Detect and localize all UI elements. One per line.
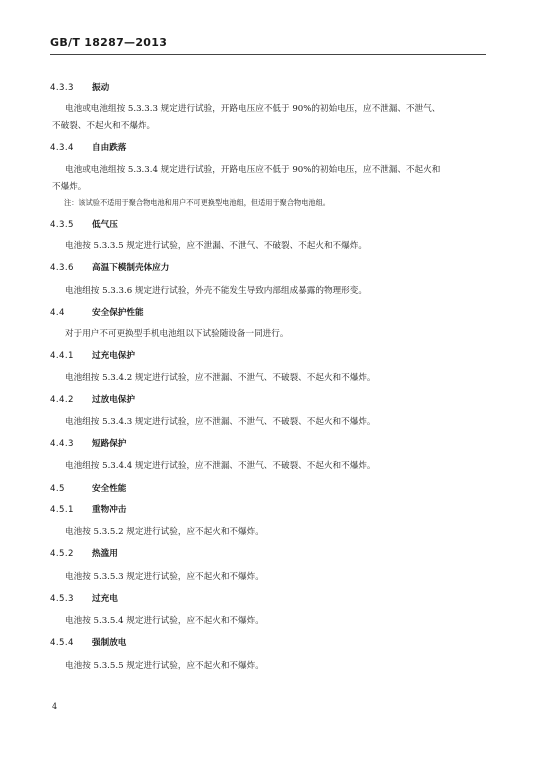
section-note: 注：该试验不适用于聚合物电池和用户不可更换型电池组，但适用于聚合物电池组。 [64, 198, 330, 207]
section-number: 4.5.3 [50, 594, 74, 604]
section-title: 热滥用 [92, 549, 118, 559]
paragraph-line: 电池或电池组按 5.3.3.3 规定进行试验，开路电压应不低于 90%的初始电压，应不泄漏、不泄气、 [65, 104, 441, 114]
section-number: 4.5.4 [50, 638, 74, 648]
section-title: 过充电 [92, 594, 118, 604]
section-heading [50, 219, 118, 231]
paragraph-line: 不破裂、不起火和不爆炸。 [52, 121, 156, 131]
paragraph-line: 电池按 5.3.5.2 规定进行试验，应不起火和不爆炸。 [65, 527, 264, 537]
section-heading [50, 394, 135, 406]
section-number: 4.5.1 [50, 505, 74, 515]
section-number: 4.5 [50, 484, 65, 494]
paragraph-line: 电池组按 5.3.3.6 规定进行试验，外壳不能发生导致内部组成暴露的物理形变。 [65, 286, 367, 296]
section-number: 4.4.3 [50, 439, 74, 449]
section-heading [50, 307, 144, 319]
section-heading [50, 142, 126, 154]
section-heading [50, 350, 135, 362]
section-title: 振动 [92, 83, 110, 93]
section-heading [50, 593, 118, 605]
paragraph-line: 电池或电池组按 5.3.3.4 规定进行试验，开路电压应不低于 90%的初始电压，应不泄漏、不起火和 [65, 165, 441, 175]
section-heading [50, 637, 126, 649]
section-heading [50, 438, 126, 450]
section-title: 自由跌落 [92, 143, 127, 153]
standard-header: GB/T 18287—2013 [50, 36, 168, 49]
section-title: 过放电保护 [92, 395, 135, 405]
section-title: 过充电保护 [92, 351, 135, 361]
paragraph-line: 不爆炸。 [52, 182, 87, 192]
section-number: 4.5.2 [50, 549, 74, 559]
paragraph-line: 电池组按 5.3.4.4 规定进行试验，应不泄漏、不泄气、不破裂、不起火和不爆炸。 [65, 461, 376, 471]
section-heading [50, 504, 126, 516]
paragraph-line: 电池按 5.3.3.5 规定进行试验，应不泄漏、不泄气、不破裂、不起火和不爆炸。 [65, 241, 367, 251]
section-title: 短路保护 [92, 439, 127, 449]
section-number: 4.3.5 [50, 220, 74, 230]
paragraph-line: 电池按 5.3.5.4 规定进行试验，应不起火和不爆炸。 [65, 616, 264, 626]
section-number: 4.4 [50, 308, 65, 318]
paragraph-line: 电池组按 5.3.4.3 规定进行试验，应不泄漏、不泄气、不破裂、不起火和不爆炸。 [65, 417, 376, 427]
section-heading [50, 483, 126, 495]
section-heading [50, 262, 169, 274]
paragraph-line: 对于用户不可更换型手机电池组以下试验随设备一同进行。 [65, 329, 289, 339]
paragraph-line: 电池按 5.3.5.3 规定进行试验，应不起火和不爆炸。 [65, 572, 264, 582]
section-number: 4.3.6 [50, 263, 74, 273]
section-number: 4.4.2 [50, 395, 74, 405]
header-rule [50, 54, 486, 55]
section-heading [50, 82, 109, 94]
section-title: 安全保护性能 [92, 308, 144, 318]
section-title: 高温下模制壳体应力 [92, 263, 170, 273]
section-title: 强制放电 [92, 638, 127, 648]
section-title: 重物冲击 [92, 505, 127, 515]
section-number: 4.3.4 [50, 143, 74, 153]
section-heading [50, 548, 118, 560]
paragraph-line: 电池按 5.3.5.5 规定进行试验，应不起火和不爆炸。 [65, 661, 264, 671]
section-title: 低气压 [92, 220, 118, 230]
paragraph-line: 电池组按 5.3.4.2 规定进行试验，应不泄漏、不泄气、不破裂、不起火和不爆炸。 [65, 373, 376, 383]
page-number: 4 [52, 702, 58, 711]
section-number: 4.4.1 [50, 351, 74, 361]
section-number: 4.3.3 [50, 83, 74, 93]
section-title: 安全性能 [92, 484, 127, 494]
